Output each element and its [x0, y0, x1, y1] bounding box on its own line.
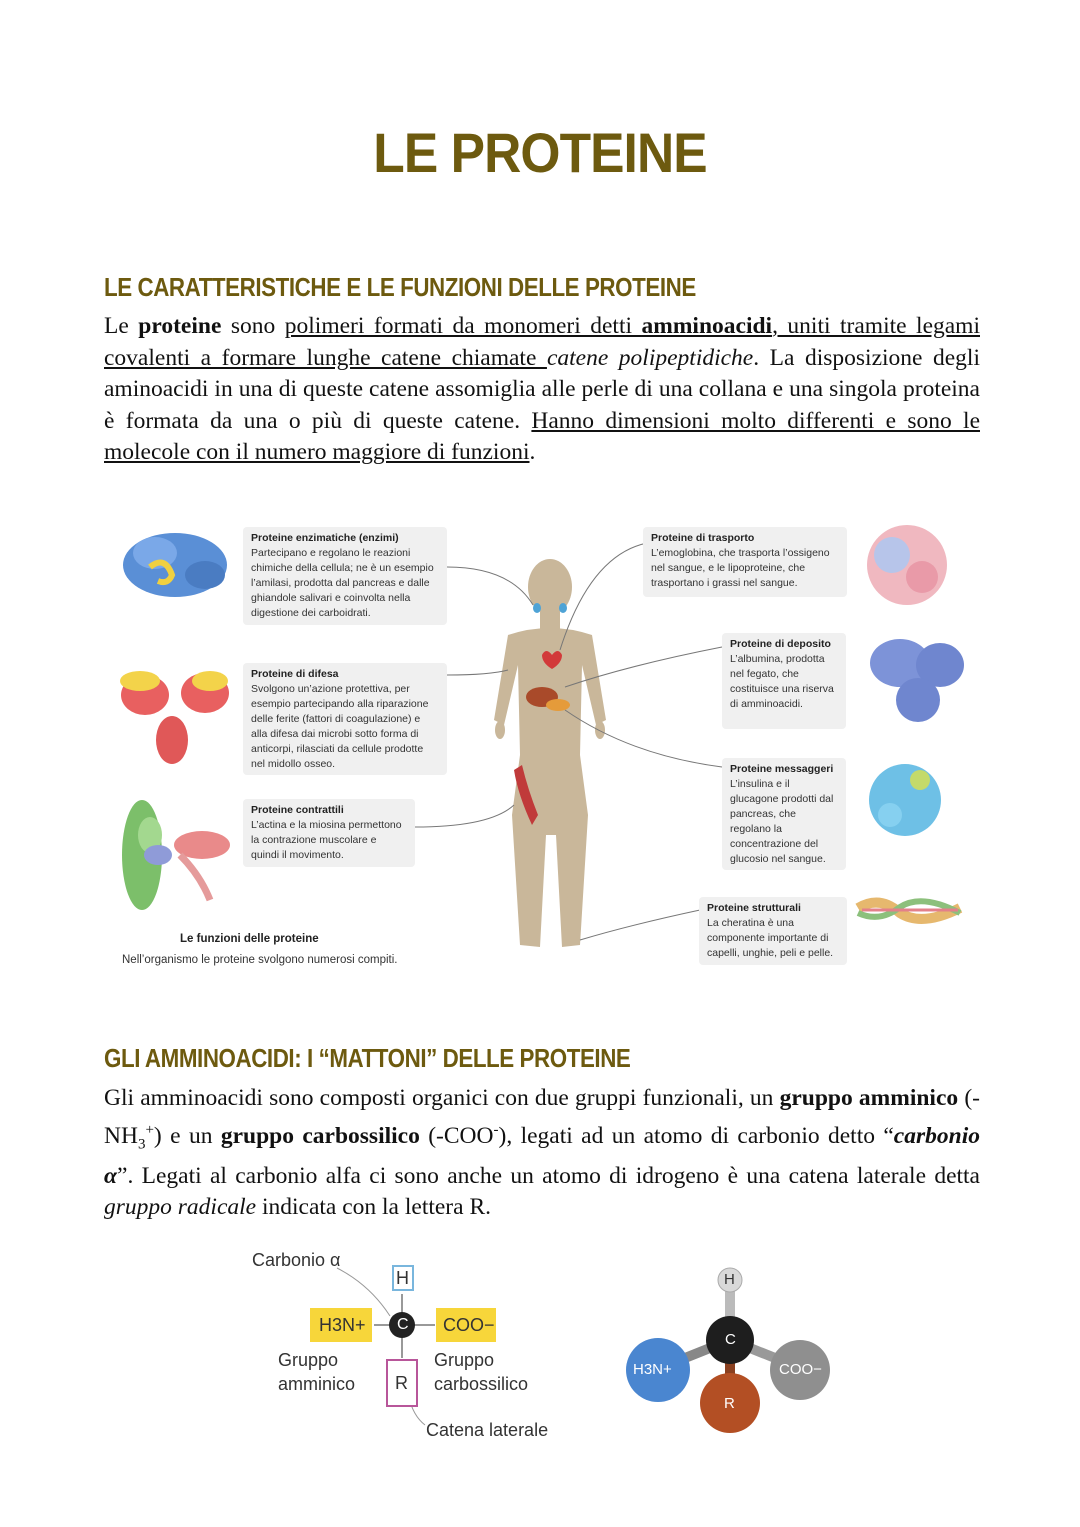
label-h3n: H3N+ [319, 1315, 366, 1335]
label-h3n-3d: H3N+ [633, 1361, 672, 1378]
text: Gli amminoacidi sono composti organici con due gruppi funzionali, un [104, 1085, 780, 1111]
figure-caption-title: Le funzioni delle proteine [180, 933, 319, 945]
text: indicata con la lettera R. [256, 1194, 491, 1221]
box-text: La cheratina è una componente importante di capelli, unghie, peli e pelle. [707, 917, 834, 959]
text: (-NH [104, 1085, 980, 1149]
protein-functions-figure [110, 515, 980, 985]
paragraph-amino-acids [104, 1083, 980, 1224]
box-messenger-proteins [722, 758, 846, 870]
subscript: 3 [137, 1136, 146, 1153]
text: ), legati ad un atomo di carbonio detto “ [498, 1122, 894, 1149]
text: ”. Legati al carbonio alfa ci sono anche un atomo di idrogeno è una catena laterale detta [117, 1162, 980, 1189]
paragraph-proteins [104, 311, 980, 469]
text: (-COO [419, 1122, 494, 1149]
figure-graphics [110, 515, 980, 985]
box-text: L’insulina e il glucagone prodotti dal pancreas, che regolano la concentrazione del glucosio nel sangue. [730, 778, 834, 865]
label-r: R [395, 1373, 408, 1393]
text: Le [104, 313, 139, 339]
box-transport-proteins [643, 527, 847, 597]
text: ) e un [153, 1122, 221, 1149]
bold-term: carbonio α [104, 1122, 980, 1189]
insulin-image [869, 764, 941, 836]
label-coo-3d: COO− [779, 1361, 822, 1378]
underlined-text: polimeri formati da monomeri detti [284, 313, 642, 339]
box-title: Proteine contrattili [251, 804, 344, 816]
actin-myosin-image [122, 800, 230, 910]
box-title: Proteine enzimatiche (enzimi) [251, 532, 399, 544]
text: . [529, 439, 536, 465]
label-carbon-alpha: Carbonio α [252, 1250, 341, 1270]
box-title: Proteine di deposito [730, 638, 831, 650]
underlined-text: Hanno dimensioni molto differenti e sono le molecole con il numero maggiore di funzioni [104, 407, 980, 465]
bold-term: amminoacidi [641, 313, 773, 339]
box-storage-proteins [722, 633, 846, 729]
label-coo: COO− [443, 1315, 495, 1335]
label-h: H [396, 1268, 409, 1288]
hemoglobin-image [867, 525, 947, 605]
box-text: L’emoglobina, che trasporta l’ossigeno nel sangue, e le lipoproteine, che trasportano i grassi nel sangue. [651, 547, 830, 589]
bold-term: gruppo amminico [779, 1085, 959, 1111]
box-text: L’actina e la miosina permettono la contrazione muscolare e quindi il movimento. [251, 819, 402, 861]
box-text: Partecipano e regolano le reazioni chimiche della cellula; ne è un esempio l’amilasi, prodotta dal pancreas e dalle ghiandole salivari e coinvolta nella digestione dei carboidrati. [251, 547, 434, 619]
box-text: Svolgono un’azione protettiva, per esempio partecipando alla riparazione delle ferite (fattori di coagulazione) e alla difesa dai microbi sotto forma di anticorpi, rilasciati da cellule prodotte nel midollo osseo. [251, 683, 429, 770]
underlined-text: , uniti tramite legami covalenti a formare lunghe catene chiamate [104, 313, 980, 371]
keratin-image [858, 901, 960, 919]
label-c-3d: C [725, 1331, 736, 1348]
label-c: C [397, 1316, 409, 1333]
superscript: - [493, 1121, 499, 1138]
box-title: Proteine di trasporto [651, 532, 755, 544]
pancreas-icon [546, 699, 570, 711]
box-title: Proteine di difesa [251, 668, 339, 680]
bold-term: gruppo carbossilico [220, 1122, 420, 1149]
human-body-image [494, 559, 606, 947]
superscript: + [145, 1121, 154, 1138]
label-r-3d: R [724, 1395, 735, 1412]
enzyme-protein-image [123, 533, 227, 597]
box-defense-proteins [243, 663, 447, 775]
salivary-gland-icon [533, 603, 541, 613]
box-structural-proteins [699, 897, 847, 965]
figure-caption-text: Nell’organismo le proteine svolgono numerosi compiti. [122, 954, 398, 966]
text: . La disposizione degli aminoacidi in una di queste catene assomiglia alle perle di una collana e una singola proteina è formata da una o più di queste catene. [104, 344, 980, 434]
box-title: Proteine strutturali [707, 902, 801, 914]
text: sono [221, 313, 285, 339]
box-title: Proteine messaggeri [730, 763, 834, 775]
amino-acid-diagram [240, 1240, 860, 1460]
italic-term: gruppo radicale [104, 1194, 257, 1221]
label-amino-group: Gruppo amminico [278, 1350, 356, 1394]
section-heading-characteristics: LE CARATTERISTICHE E LE FUNZIONI DELLE PROTEINE [104, 272, 696, 302]
label-h-3d: H [724, 1271, 735, 1288]
bold-term: proteine [138, 313, 222, 339]
label-side-chain: Catena laterale [426, 1420, 549, 1440]
box-contractile-proteins [243, 799, 415, 867]
label-carboxyl-group: Gruppo carbossilico [434, 1350, 529, 1394]
section-heading-amino-acids: GLI AMMINOACIDI: I “MATTONI” DELLE PROTEINE [104, 1043, 631, 1073]
page-title: LE PROTEINE [373, 121, 707, 184]
box-enzyme-proteins [243, 527, 447, 625]
italic-term: catene polipeptidiche [546, 344, 754, 371]
albumin-image [870, 639, 964, 722]
salivary-gland-icon [559, 603, 567, 613]
antibody-protein-image [120, 671, 229, 764]
box-text: L’albumina, prodotta nel fegato, che costituisce una riserva di amminoacidi. [730, 653, 834, 710]
